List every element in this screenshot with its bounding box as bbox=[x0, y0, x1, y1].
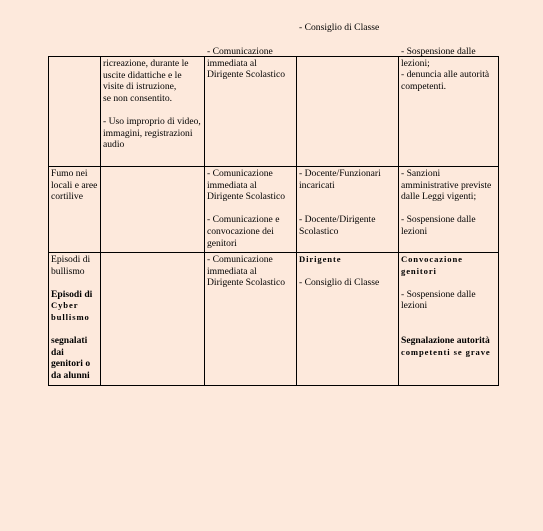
infraction-text: Fumo nei locali e aree cortilive bbox=[51, 168, 98, 203]
sanction-text: - Sospensione dalle lezioni bbox=[401, 288, 476, 312]
table-row bbox=[49, 253, 499, 386]
organ-cell bbox=[297, 22, 399, 167]
sanction-text: Convocazione genitori bbox=[401, 254, 463, 276]
sanction-text: - Sanzioni amministrative previste dalle Leggi vigenti; bbox=[401, 168, 492, 203]
sanction-cell bbox=[399, 253, 499, 386]
organ-cell bbox=[297, 253, 399, 386]
detail-text: - Uso improprio di video, immagini, registrazioni audio bbox=[103, 115, 201, 151]
infraction-cell bbox=[49, 167, 101, 253]
sanction-text: - Sospensione dalle lezioni; bbox=[401, 46, 476, 69]
infraction-text: Episodi di bullismo bbox=[51, 254, 91, 277]
procedure-text: - Comunicazione immediata al Dirigente Scolastico bbox=[207, 254, 286, 289]
infraction-text: segnalati dai genitori o da alunni bbox=[51, 335, 91, 381]
sanction-cell bbox=[399, 46, 499, 167]
sanction-text: competenti se grave bbox=[401, 346, 491, 357]
table-row bbox=[49, 167, 499, 253]
procedure-text: - Comunicazione e convocazione dei genitori bbox=[207, 214, 280, 249]
sanction-text: - Sospensione dalle lezioni bbox=[401, 214, 476, 237]
infraction-text: Episodi di bbox=[51, 288, 93, 300]
detail-cell bbox=[101, 253, 205, 386]
organ-text: Dirigente bbox=[299, 254, 342, 264]
procedure-text: - Comunicazione immediata al Dirigente Scolastico bbox=[207, 168, 286, 203]
detail-cell bbox=[101, 167, 205, 253]
organ-text: - Docente/Dirigente Scolastico bbox=[299, 214, 376, 237]
organ-text: - Docente/Funzionari incaricati bbox=[299, 168, 381, 191]
detail-text: ricreazione, durante le uscite didattiche e le visite di istruzione, bbox=[103, 58, 189, 93]
infraction-cell bbox=[49, 57, 101, 167]
sanction-text: Segnalazione autorità bbox=[401, 334, 490, 346]
organ-text: - Consiglio di Classe bbox=[299, 22, 380, 33]
procedure-cell bbox=[205, 253, 297, 386]
organ-text: - Consiglio di Classe bbox=[299, 277, 380, 289]
procedure-cell bbox=[205, 46, 297, 167]
procedure-text: - Comunicazione immediata al Dirigente Scolastico bbox=[207, 46, 286, 81]
sanction-cell bbox=[399, 167, 499, 253]
sanction-text: - denuncia alle autorità competenti. bbox=[401, 69, 490, 92]
rules-table bbox=[48, 22, 499, 386]
detail-cell bbox=[101, 57, 205, 167]
procedure-cell bbox=[205, 167, 297, 253]
infraction-text: Cyber bullismo bbox=[51, 300, 90, 322]
detail-text: se non consentito. bbox=[103, 92, 173, 104]
table-row bbox=[49, 57, 499, 167]
organ-cell bbox=[297, 167, 399, 253]
infraction-cell bbox=[49, 253, 101, 386]
